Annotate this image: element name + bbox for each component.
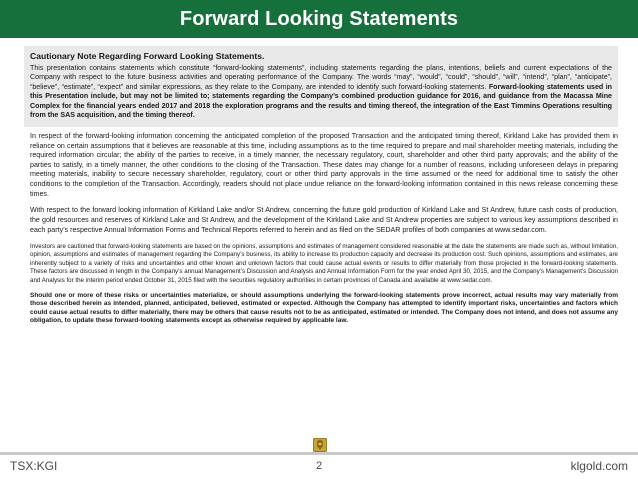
cautionary-note-box (24, 46, 618, 127)
footer-ticker: TSX:KGI (10, 459, 58, 473)
cautionary-note-body (30, 64, 612, 122)
footer-website: klgold.com (570, 459, 628, 473)
st-andrew-paragraph: With respect to the forward looking information of Kirkland Lake and/or St Andrew, concerning the future gold production of Kirkland Lake and St Andrew, future cash costs of production, the gold resources and reserves of Kirkland Lake and St Andrew, and the development of the Kirkland Lake and St Andrew properties are subject to various key assumptions described in each party’s respective Annual Information Forms and Technical Reports referred to herein and as filed on the SEDAR profiles of both companies at www.sedar.com. (30, 206, 618, 234)
investor-caution-paragraph: Investors are cautioned that forward-looking statements are based on the opinions, assumptions and estimates of management considered reasonable at the date the statements are made such as, without limitation, opinion, assumptions and estimates of management regarding the Company’s business, its ability to increase its production capacity and decrease its production cost. Such opinions, assumptions and estimates, are inherently subject to a variety of risks and uncertainties and other known and unknown factors that could cause actual events or results to differ materially from those projected in the forward-looking statements. These factors are discussed in length in the Company’s annual Management’s Discussion and Analysis and Annual Information Form for the year ended April 30, 2015, and the Company’s Management’s Discussion and Analysis for the interim period ended October 31, 2015 filed with the securities regulatory authorities in certain provinces of Canada and available at www.sedar.com. (30, 242, 618, 284)
kirkland-lake-gold-logo (313, 438, 327, 452)
cautionary-note-bold-text: Forward-looking statements used in this Presentation include, but may not be limited to; statements regarding the Company’s combined production guidance for 2016, and guidance from the Macassa Mine Complex for the financial years ended 2017 and 2018 the exploration programs and the results and timing thereof, the integration of the East Timmins Operations resulting from the SAS acquisition, and the timing thereof. (30, 82, 612, 120)
page-number: 2 (315, 460, 323, 472)
page-title: Forward Looking Statements (179, 7, 459, 30)
footer-divider (0, 452, 638, 455)
cautionary-note-text: This presentation contains statements which constitute “forward-looking statements”, including statements regarding the plans, intentions, beliefs and current expectations of the Company with respect to the future business activities and operating performance of the Company. The words “may”, “would”, “could”, “should”, “will”, “intend”, “plan”, “anticipate”, “believe”, “estimate”, “expect” and similar expressions, as they relate to the Company, are intended to identify such forward-looking statements. (30, 63, 612, 91)
cautionary-note-title: Cautionary Note Regarding Forward Looking Statements. (30, 51, 265, 61)
risk-materialize-paragraph: Should one or more of these risks or uncertainties materialize, or should assumptions underlying the forward-looking statements prove incorrect, actual results may vary materially from those described herein as intended, planned, anticipated, believed, estimated or expected. Although the Company has attempted to identify important risks, uncertainties and factors which could cause actual results to differ materially, there may be others that cause results not to be as anticipated, estimated or intended. The Company does not intend, and does not assume any obligation, to update these forward-looking statements except as otherwise required by applicable law. (30, 291, 618, 325)
content-area (30, 46, 618, 326)
transaction-assumptions-paragraph: In respect of the forward-looking information concerning the anticipated completion of the proposed Transaction and the anticipated timing thereof, Kirkland Lake has provided them in reliance on certain assumptions that it believes are reasonable at this time, including assumptions as to the time required to prepare and mail shareholder meeting materials, including the required information circular; the ability of the parties to receive, in a timely manner, the necessary regulatory, court, shareholder and other third party approvals; and the ability of the parties to satisfy, in a timely manner, the other conditions to the closing of the Transaction. These dates may change for a number of reasons, including unforeseen delays in preparing meeting materials, inability to secure necessary shareholder, regulatory, court or other third party approvals in the time assumed or the need for additional time to satisfy the other conditions to the completion of the Transaction. Accordingly, readers should not place undue reliance on the forward-looking information contained in this news release concerning these times. (30, 132, 618, 198)
title-bar (0, 0, 638, 38)
